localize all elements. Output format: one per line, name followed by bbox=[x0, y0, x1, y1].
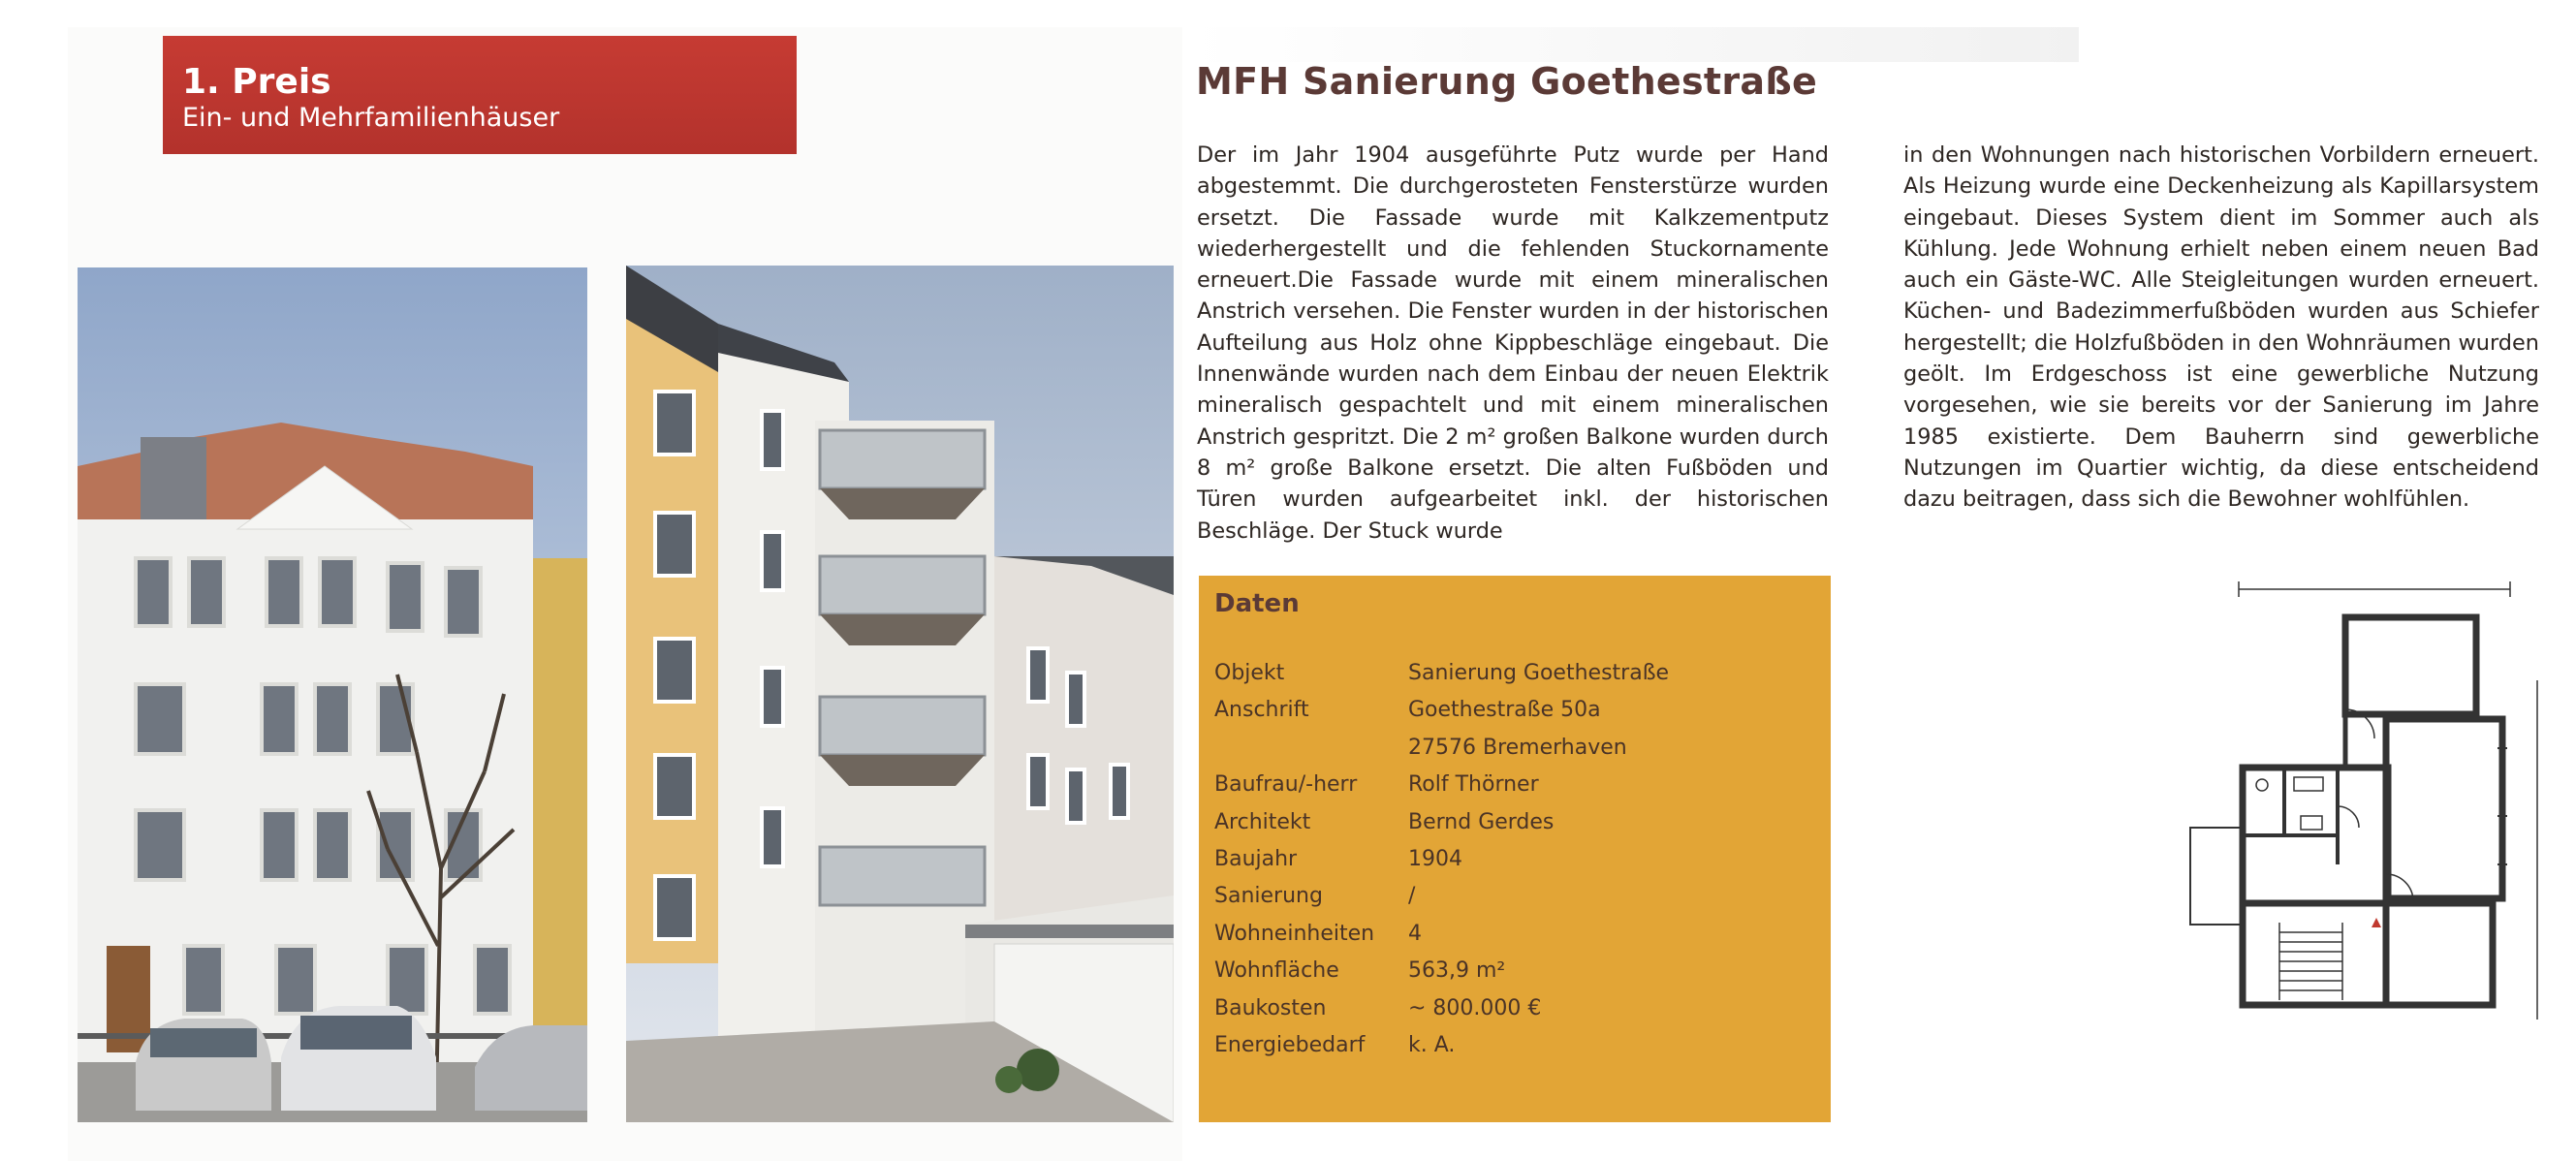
data-value: / bbox=[1408, 884, 1416, 909]
data-value: Goethestraße 50a bbox=[1408, 698, 1601, 723]
data-value: ~ 800.000 € bbox=[1408, 995, 1542, 1020]
data-row bbox=[1214, 953, 1815, 989]
body-text-column-2: in den Wohnungen nach historischen Vorbildern erneuert. Als Heizung wurde eine Deckenheizung als Kapillarsystem eingebaut. Dieses System dient im Sommer auch als Kühlung. Jede Wohnung erhielt neben einem neuen Bad auch ein Gäste-WC. Alle Steigleitungen wurden erneuert. Küchen- und Badezimmerfußböden wurden aus Schiefer hergestellt; die Holzfußböden in den Wohnräumen wurden geölt. Im Erdgeschoss ist eine gewerbliche Nutzung vorgesehen, wie sie bereits vor der Sanierung im Jahre 1985 existierte. Dem Bauherrn sind gewerbliche Nutzungen im Quartier wichtig, da diese entscheidend dazu beitragen, dass sich die Bewohner wohlfühlen. bbox=[1903, 142, 2539, 513]
award-banner bbox=[163, 36, 797, 154]
body-text-column-1: Der im Jahr 1904 ausgeführte Putz wurde per Hand abgestemmt. Die durchgerosteten Fensterstürze wurden ersetzt. Die Fassade wurde mit Kalkzementputz wiederhergestellt und die fehlenden Stuckornamente erneuert.Die Fassade wurde mit einem mineralischen Anstrich versehen. Die Fenster wurden in der historischen Aufteilung aus Holz ohne Kippbeschläge eingebaut. Die Innenwände wurden nach dem Einbau der neuen Elektrik mineralisch gespachtelt und mit einem mineralischen Anstrich gespritzt. Die 2 m² großen Balkone wurden durch 8 m² große Balkone ersetzt. Die alten Fußböden und Türen wurden aufgearbeitet inkl. der historischen Beschläge. Der Stuck wurde bbox=[1197, 142, 1829, 544]
data-label: Baukosten bbox=[1214, 995, 1327, 1020]
data-row bbox=[1214, 767, 1815, 803]
award-subtitle: Ein- und Mehrfamilienhäuser bbox=[182, 103, 560, 133]
data-row bbox=[1214, 990, 1815, 1027]
data-label: Anschrift bbox=[1214, 698, 1309, 723]
data-row bbox=[1214, 1027, 1815, 1064]
facade-photo bbox=[78, 267, 587, 1122]
floor-plan-drawing bbox=[2183, 574, 2551, 1020]
data-row bbox=[1214, 841, 1815, 878]
award-title: 1. Preis bbox=[182, 62, 331, 102]
data-value: Sanierung Goethestraße bbox=[1408, 661, 1670, 685]
data-label: Energiebedarf bbox=[1214, 1032, 1366, 1057]
data-row bbox=[1214, 730, 1815, 767]
page-edge-shadow bbox=[1187, 27, 2079, 62]
data-value: 27576 Bremerhaven bbox=[1408, 735, 1627, 760]
data-row bbox=[1214, 878, 1815, 915]
data-value: 1904 bbox=[1408, 846, 1462, 871]
data-box-heading: Daten bbox=[1214, 589, 1300, 618]
rear-facade-photo bbox=[626, 266, 1174, 1122]
data-label: Objekt bbox=[1214, 661, 1285, 685]
data-value: Bernd Gerdes bbox=[1408, 809, 1555, 834]
data-value: Rolf Thörner bbox=[1408, 772, 1539, 798]
data-label: Baujahr bbox=[1214, 846, 1298, 871]
data-label: Wohnfläche bbox=[1214, 958, 1339, 984]
data-label: Sanierung bbox=[1214, 884, 1323, 909]
data-value: 563,9 m² bbox=[1408, 958, 1506, 984]
data-label: Architekt bbox=[1214, 809, 1311, 834]
data-value: 4 bbox=[1408, 921, 1422, 946]
data-label: Wohneinheiten bbox=[1214, 921, 1375, 946]
page-title: MFH Sanierung Goethestraße bbox=[1196, 60, 1818, 103]
data-row bbox=[1214, 692, 1815, 729]
data-value: k. A. bbox=[1408, 1032, 1456, 1057]
data-row bbox=[1214, 804, 1815, 841]
data-label: Baufrau/-herr bbox=[1214, 772, 1358, 798]
data-row bbox=[1214, 655, 1815, 692]
data-box bbox=[1199, 576, 1831, 1122]
data-row bbox=[1214, 916, 1815, 953]
data-label bbox=[1214, 730, 1408, 767]
